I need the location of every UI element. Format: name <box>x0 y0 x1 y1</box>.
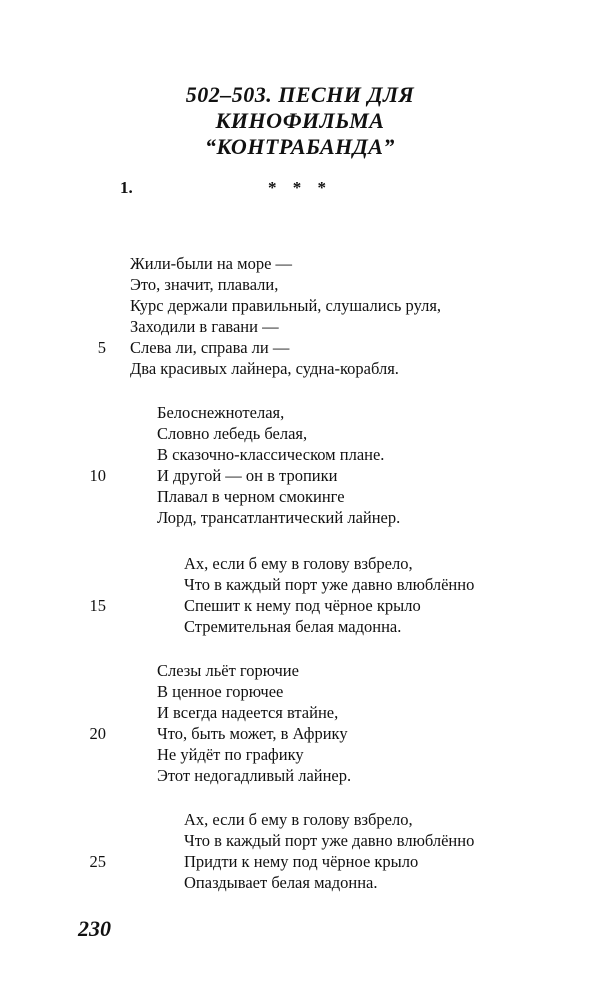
poem-title <box>0 82 600 160</box>
page-number: 230 <box>78 916 111 941</box>
verse-line: Жили-были на море — <box>130 254 293 273</box>
verse-line: Это, значит, плавали, <box>130 275 279 294</box>
verse-line: Плавал в черном смокинге <box>157 487 345 506</box>
verse-line: Этот недогадливый лайнер. <box>157 766 352 785</box>
line-number: 25 <box>89 852 106 871</box>
verse-line: Придти к нему под чёрное крыло <box>184 852 419 871</box>
line-number: 10 <box>89 466 106 485</box>
verse-line: Курс держали правильный, слушались руля, <box>130 296 442 315</box>
verse-line: Слезы льёт горючие <box>157 661 299 680</box>
verse-line: И всегда надеется втайне, <box>157 703 339 722</box>
verse-line: Спешит к нему под чёрное крыло <box>184 596 421 615</box>
verse-line: Заходили в гавани — <box>130 317 279 336</box>
verse-line: И другой — он в тропики <box>157 466 338 485</box>
asterism: * * * <box>268 178 332 197</box>
verse-line: Лорд, трансатлантический лайнер. <box>157 508 401 527</box>
verse-line: Два красивых лайнера, судна-корабля. <box>130 359 399 378</box>
title-line-1: 502–503. ПЕСНИ ДЛЯ <box>185 82 415 107</box>
title-line-3: “КОНТРАБАНДА” <box>205 134 395 159</box>
verse-line: Опаздывает белая мадонна. <box>184 873 378 892</box>
verse-line: Ах, если б ему в голову взбрело, <box>184 554 413 573</box>
verse-line: Не уйдёт по графику <box>157 745 304 764</box>
line-number: 5 <box>97 338 106 357</box>
verse-line: В ценное горючее <box>157 682 284 701</box>
poem-number: 1. <box>120 178 133 197</box>
verse-line: Что в каждый порт уже давно влюблённо <box>184 575 475 594</box>
verse-line: Ах, если б ему в голову взбрело, <box>184 810 413 829</box>
verse-line: Что, быть может, в Африку <box>157 724 348 743</box>
verse-line: Словно лебедь белая, <box>157 424 308 443</box>
line-number: 20 <box>89 724 106 743</box>
line-number: 15 <box>89 596 106 615</box>
title-line-2: КИНОФИЛЬМА <box>215 108 385 133</box>
verse-line: В сказочно-классическом плане. <box>157 445 385 464</box>
verse-line: Стремительная белая мадонна. <box>184 617 402 636</box>
verse-line: Что в каждый порт уже давно влюблённо <box>184 831 475 850</box>
verse-line: Слева ли, справа ли — <box>130 338 290 357</box>
verse-line: Белоснежнотелая, <box>157 403 285 422</box>
